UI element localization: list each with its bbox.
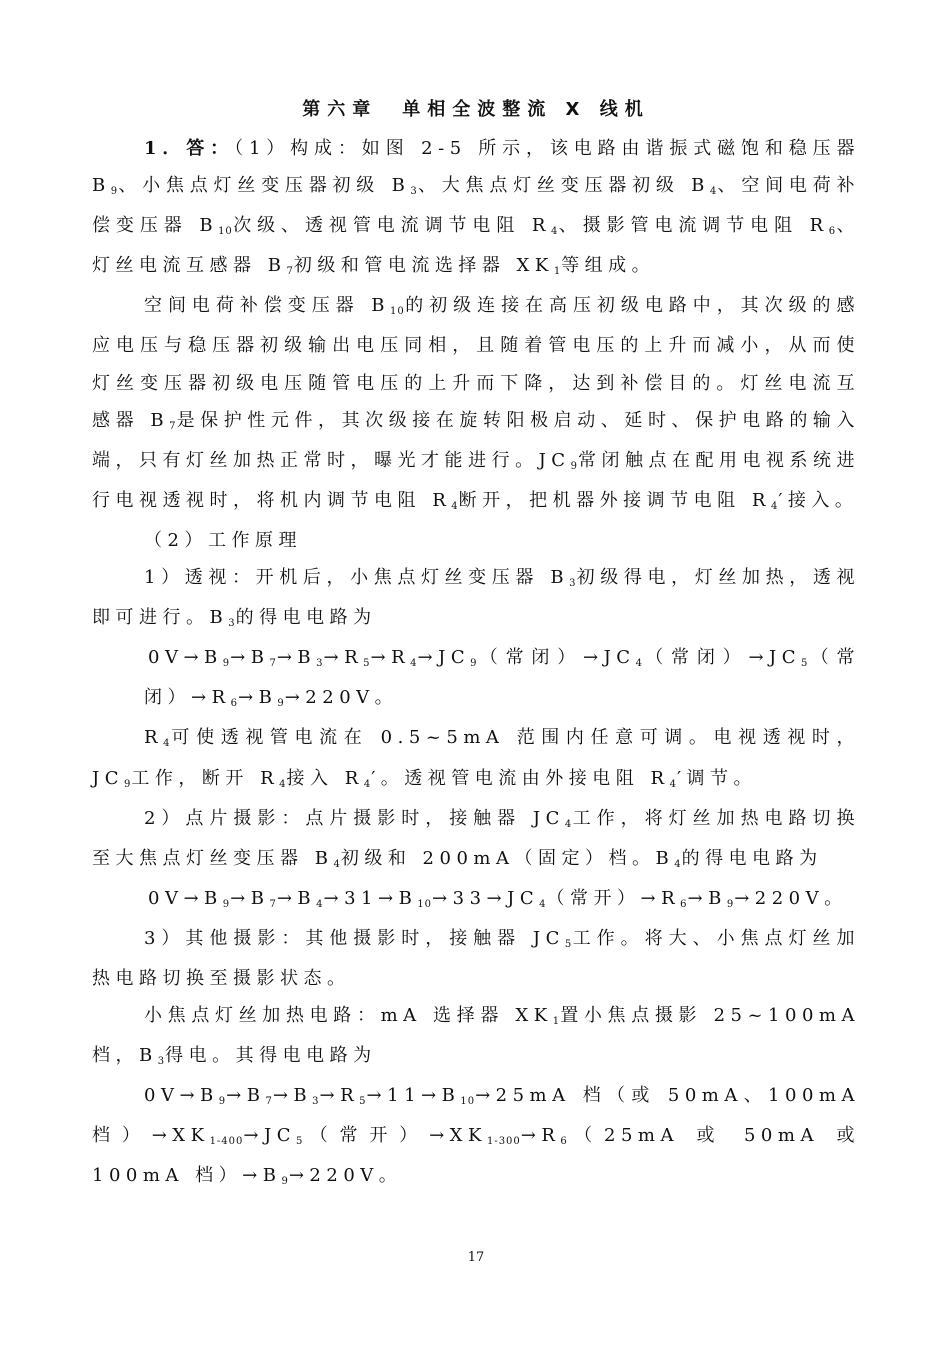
paragraph-composition: 1．答：（1）构成：如图 2-5 所示，该电路由谐振式磁饱和稳压器 $B_9$、小焦点灯丝变压器初级 $B_3$、大焦点灯丝变压器初级 $B_4$、空间电荷补偿变压器 $B_{10}$次级、透视管电流调节电阻 $R_4$、摄影管电流调节电阻 $R_6$、灯丝电流互感器 $B_7$初级和管电流选择器 $XK_1$等组成。 bbox=[92, 138, 860, 278]
paragraph-compensation: 空间电荷补偿变压器 $B_{10}$的初级连接在高压初级电路中，其次级的感应电压与稳压器初级输出电压同相，且随着管电压的上升而减小，从而使灯丝变压器初级电压随管电压的上升而下降，达到补偿目的。灯丝电流互感器 $B_7$是保护性元件，其次级接在旋转阳极启动、延时、保护电路的输入端，只有灯丝加热正常时，曝光才能进行。$JC_9$常闭触点在配用电视系统进行电视透视时，将机内调节电阻 $R_4$断开，把机器外接调节电阻 $R_4'$接入。 bbox=[92, 295, 861, 512]
paragraph-spot-film: 2）点片摄影：点片摄影时，接触器 $JC_4$工作，将灯丝加热电路切换至大焦点灯丝变压器 $B_4$初级和 200mA（固定）档。$B_4$的得电电路为 bbox=[92, 807, 860, 870]
chapter-title: 第六章 单相全波整流 X 线机 bbox=[302, 99, 650, 120]
paragraph-principle-heading: （2）工作原理 bbox=[144, 529, 302, 551]
circuit-path-spot-film: $0V\to B_9\to B_7\to B_4\to 31\to B_{10}\to 33\to JC_4$（常开）$\to R_6\to B_9\to 220V$。 bbox=[148, 887, 848, 910]
paragraph-small-focus: 小焦点灯丝加热电路：mA 选择器 $XK_1$置小焦点摄影 25~100mA 档，$B_3$得电。其得电电路为 bbox=[92, 1005, 860, 1068]
body-text bbox=[92, 130, 860, 1198]
paragraph-other-radiography: 3）其他摄影：其他摄影时，接触器 $JC_5$工作。将大、小焦点灯丝加热电路切换至摄影状态。 bbox=[92, 927, 860, 989]
answer-lead: 1．答： bbox=[144, 138, 235, 159]
circuit-path-fluoroscopy: $0V\to B_9\to B_7\to B_3\to R_5\to R_4\to JC_9$（常闭）$\to JC_4$（常闭）$\to JC_5$（常闭）$\to R_6\to B_9\to 220V$。 bbox=[144, 647, 861, 710]
paragraph-tube-current: $R_4$可使透视管电流在 0.5~5mA 范围内任意可调。电视透视时，$JC_9$工作，断开 $R_4$接入 $R_4'$。透视管电流由外接电阻 $R_4'$调节。 bbox=[92, 727, 860, 790]
paragraph-fluoroscopy: 1）透视：开机后，小焦点灯丝变压器 $B_3$初级得电，灯丝加热，透视即可进行。$B_3$的得电电路为 bbox=[92, 567, 861, 630]
page-number: 17 bbox=[467, 1250, 485, 1265]
circuit-path-small-focus: $0V\to B_9\to B_7\to B_3\to R_5\to 11\to B_{10}\to 25mA$ 档（或 50mA、100mA 档）$\to XK_{1-400}\to JC_5$（常开）$\to XK_{1-300}\to R_6(25mA$ 或 50mA 或 100mA 档）$\to B_9\to 220V$。 bbox=[92, 1085, 861, 1188]
